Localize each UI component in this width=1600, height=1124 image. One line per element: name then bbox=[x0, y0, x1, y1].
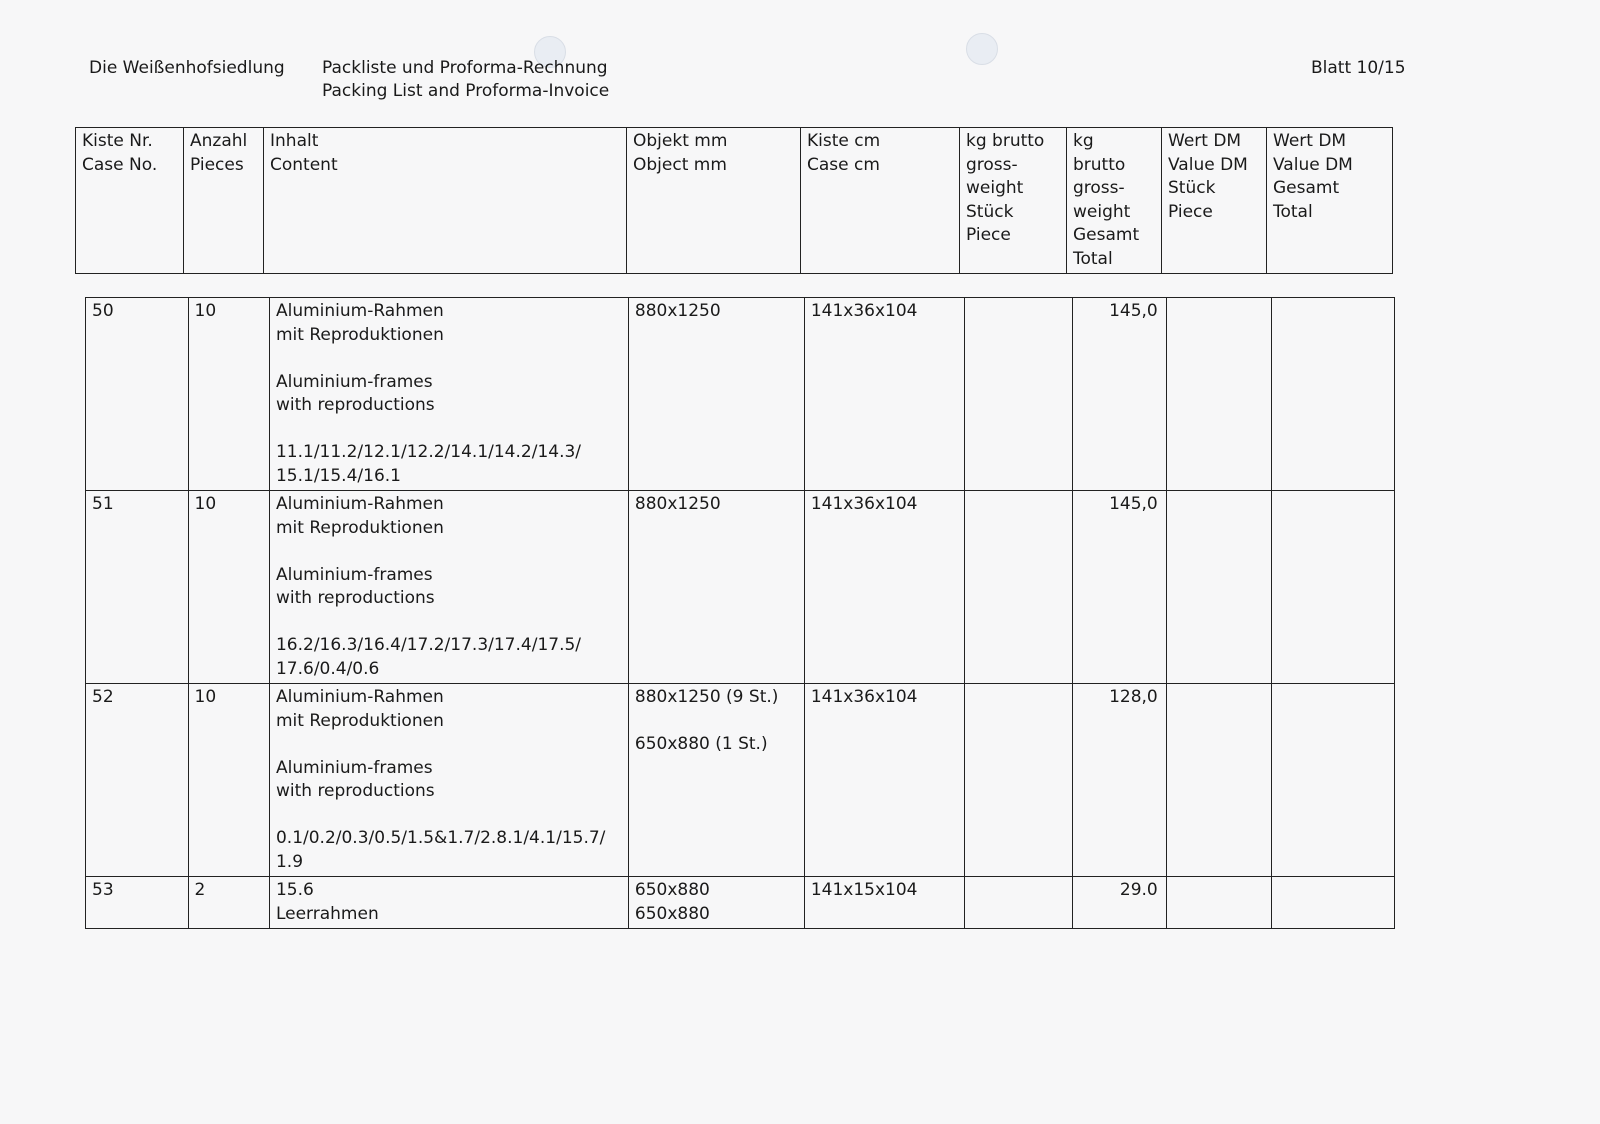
case-no-cell: 53 bbox=[86, 877, 189, 929]
page-number: Blatt 10/15 bbox=[1311, 58, 1406, 78]
pieces-cell: 10 bbox=[188, 298, 269, 491]
pieces-cell: 2 bbox=[188, 877, 269, 929]
value-total-cell bbox=[1272, 877, 1395, 929]
table-row bbox=[86, 877, 1395, 929]
header-row bbox=[76, 128, 1393, 274]
content-cell: 15.6 Leerrahmen bbox=[269, 877, 628, 929]
document-title-de: Packliste und Proforma-Rechnung bbox=[322, 58, 608, 78]
case-size-cell: 141x36x104 bbox=[804, 491, 964, 684]
header-case-no: Kiste Nr. Case No. bbox=[76, 128, 184, 274]
header-weight-total: kg brutto gross- weight Gesamt Total bbox=[1067, 128, 1162, 274]
content-cell: Aluminium-Rahmen mit Reproduktionen Aluminium-frames with reproductions 16.2/16.3/16.4/17.2/17.3/17.4/17.5/ 17.6/0.4/0.6 bbox=[269, 491, 628, 684]
content-cell: Aluminium-Rahmen mit Reproduktionen Aluminium-frames with reproductions 0.1/0.2/0.3/0.5/1.5&1.7/2.8.1/4.1/15.7/ 1.9 bbox=[269, 684, 628, 877]
value-total-cell bbox=[1272, 491, 1395, 684]
pieces-cell: 10 bbox=[188, 684, 269, 877]
header-content: Inhalt Content bbox=[264, 128, 627, 274]
table-row bbox=[86, 491, 1395, 684]
value-piece-cell bbox=[1166, 684, 1272, 877]
header-weight-piece: kg brutto gross- weight Stück Piece bbox=[960, 128, 1067, 274]
weight-piece-cell bbox=[964, 491, 1073, 684]
organization-name: Die Weißenhofsiedlung bbox=[89, 58, 285, 78]
header-value-total: Wert DM Value DM Gesamt Total bbox=[1267, 128, 1393, 274]
packing-list-table bbox=[85, 297, 1395, 929]
value-piece-cell bbox=[1166, 877, 1272, 929]
case-size-cell: 141x15x104 bbox=[804, 877, 964, 929]
column-header-table bbox=[75, 127, 1393, 274]
weight-piece-cell bbox=[964, 298, 1073, 491]
case-size-cell: 141x36x104 bbox=[804, 684, 964, 877]
case-no-cell: 52 bbox=[86, 684, 189, 877]
object-size-cell: 880x1250 (9 St.) 650x880 (1 St.) bbox=[628, 684, 804, 877]
header-object-mm: Objekt mm Object mm bbox=[627, 128, 801, 274]
weight-total-cell: 145,0 bbox=[1073, 491, 1167, 684]
value-piece-cell bbox=[1166, 298, 1272, 491]
weight-total-cell: 145,0 bbox=[1073, 298, 1167, 491]
case-size-cell: 141x36x104 bbox=[804, 298, 964, 491]
object-size-cell: 880x1250 bbox=[628, 298, 804, 491]
weight-total-cell: 29.0 bbox=[1073, 877, 1167, 929]
weight-total-cell: 128,0 bbox=[1073, 684, 1167, 877]
case-no-cell: 50 bbox=[86, 298, 189, 491]
object-size-cell: 650x880 650x880 bbox=[628, 877, 804, 929]
table-row bbox=[86, 684, 1395, 877]
table-row bbox=[86, 298, 1395, 491]
value-total-cell bbox=[1272, 298, 1395, 491]
object-size-cell: 880x1250 bbox=[628, 491, 804, 684]
document-title bbox=[322, 57, 609, 103]
content-cell: Aluminium-Rahmen mit Reproduktionen Aluminium-frames with reproductions 11.1/11.2/12.1/12.2/14.1/14.2/14.3/ 15.1/15.4/16.1 bbox=[269, 298, 628, 491]
document-title-en: Packing List and Proforma-Invoice bbox=[322, 81, 610, 101]
header-case-cm: Kiste cm Case cm bbox=[801, 128, 960, 274]
pieces-cell: 10 bbox=[188, 491, 269, 684]
header-pieces: Anzahl Pieces bbox=[184, 128, 264, 274]
case-no-cell: 51 bbox=[86, 491, 189, 684]
weight-piece-cell bbox=[964, 684, 1073, 877]
value-total-cell bbox=[1272, 684, 1395, 877]
punch-hole bbox=[966, 33, 998, 65]
value-piece-cell bbox=[1166, 491, 1272, 684]
weight-piece-cell bbox=[964, 877, 1073, 929]
header-value-piece: Wert DM Value DM Stück Piece bbox=[1162, 128, 1267, 274]
